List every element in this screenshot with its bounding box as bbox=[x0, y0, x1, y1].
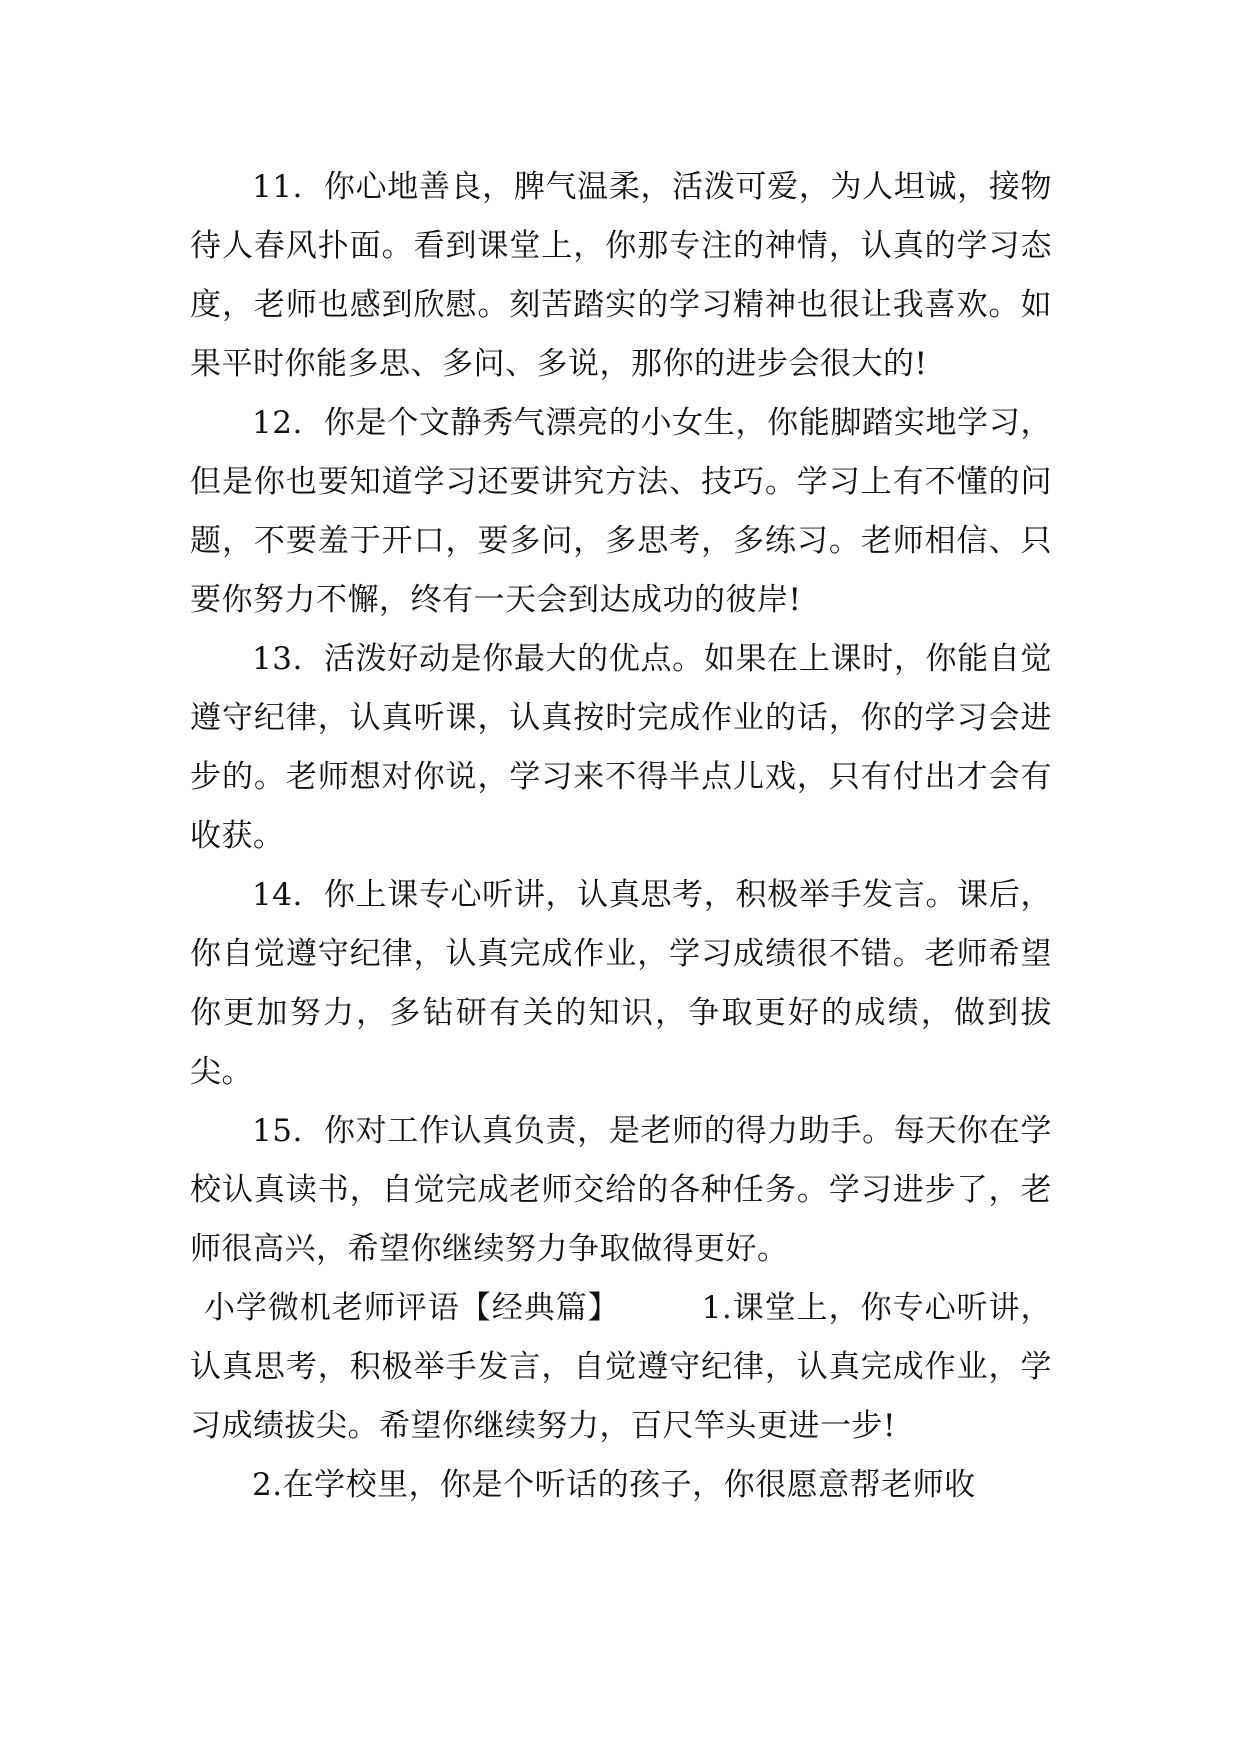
comment-paragraph-15 bbox=[190, 1102, 1052, 1279]
item-text: 你上课专心听讲，认真思考，积极举手发言。课后，你自觉遵守纪律，认真完成作业，学习成绩很不错。老师希望你更加努力，多钻研有关的知识，争取更好的成绩，做到拔尖。 bbox=[190, 877, 1052, 1090]
item-text: 在学校里，你是个听话的孩子，你很愿意帮老师收 bbox=[282, 1467, 976, 1503]
comment-paragraph-14 bbox=[190, 866, 1052, 1102]
item-number: 11. bbox=[252, 169, 303, 205]
item-text: 你对工作认真负责，是老师的得力助手。每天你在学校认真读书，自觉完成老师交给的各种任务。学习进步了，老师很高兴，希望你继续努力争取做得更好。 bbox=[190, 1113, 1052, 1267]
section-title: 小学微机老师评语【经典篇】 bbox=[203, 1290, 620, 1326]
comment-paragraph-12 bbox=[190, 394, 1052, 630]
item-text: 课堂上，你专心听讲，认真思考，积极举手发言，自觉遵守纪律，认真完成作业，学习成绩拔尖。希望你继续努力，百尺竿头更进一步! bbox=[190, 1290, 1053, 1444]
section-paragraph bbox=[190, 1279, 1052, 1456]
comment-paragraph-13 bbox=[190, 630, 1052, 866]
item-text: 你心地善良，脾气温柔，活泼可爱，为人坦诚，接物待人春风扑面。看到课堂上，你那专注的神情，认真的学习态度，老师也感到欣慰。刻苦踏实的学习精神也很让我喜欢。如果平时你能多思、多问、多说，那你的进步会很大的! bbox=[190, 169, 1052, 382]
item-number: 1. bbox=[701, 1290, 733, 1326]
item-number: 13. bbox=[252, 641, 303, 677]
document-page bbox=[190, 158, 1052, 1515]
item-text: 你是个文静秀气漂亮的小女生，你能脚踏实地学习，但是你也要知道学习还要讲究方法、技巧。学习上有不懂的问题，不要羞于开口，要多问，多思考，多练习。老师相信、只要你努力不懈，终有一天会到达成功的彼岸! bbox=[190, 405, 1052, 618]
item-text: 活泼好动是你最大的优点。如果在上课时，你能自觉遵守纪律，认真听课，认真按时完成作业的话，你的学习会进步的。老师想对你说，学习来不得半点儿戏，只有付出才会有收获。 bbox=[190, 641, 1052, 854]
comment-paragraph-2 bbox=[190, 1456, 1052, 1515]
comment-paragraph-11 bbox=[190, 158, 1052, 394]
item-number: 14. bbox=[252, 877, 303, 913]
item-number: 12. bbox=[252, 405, 303, 441]
item-number: 15. bbox=[252, 1113, 303, 1149]
item-number: 2. bbox=[252, 1467, 283, 1503]
